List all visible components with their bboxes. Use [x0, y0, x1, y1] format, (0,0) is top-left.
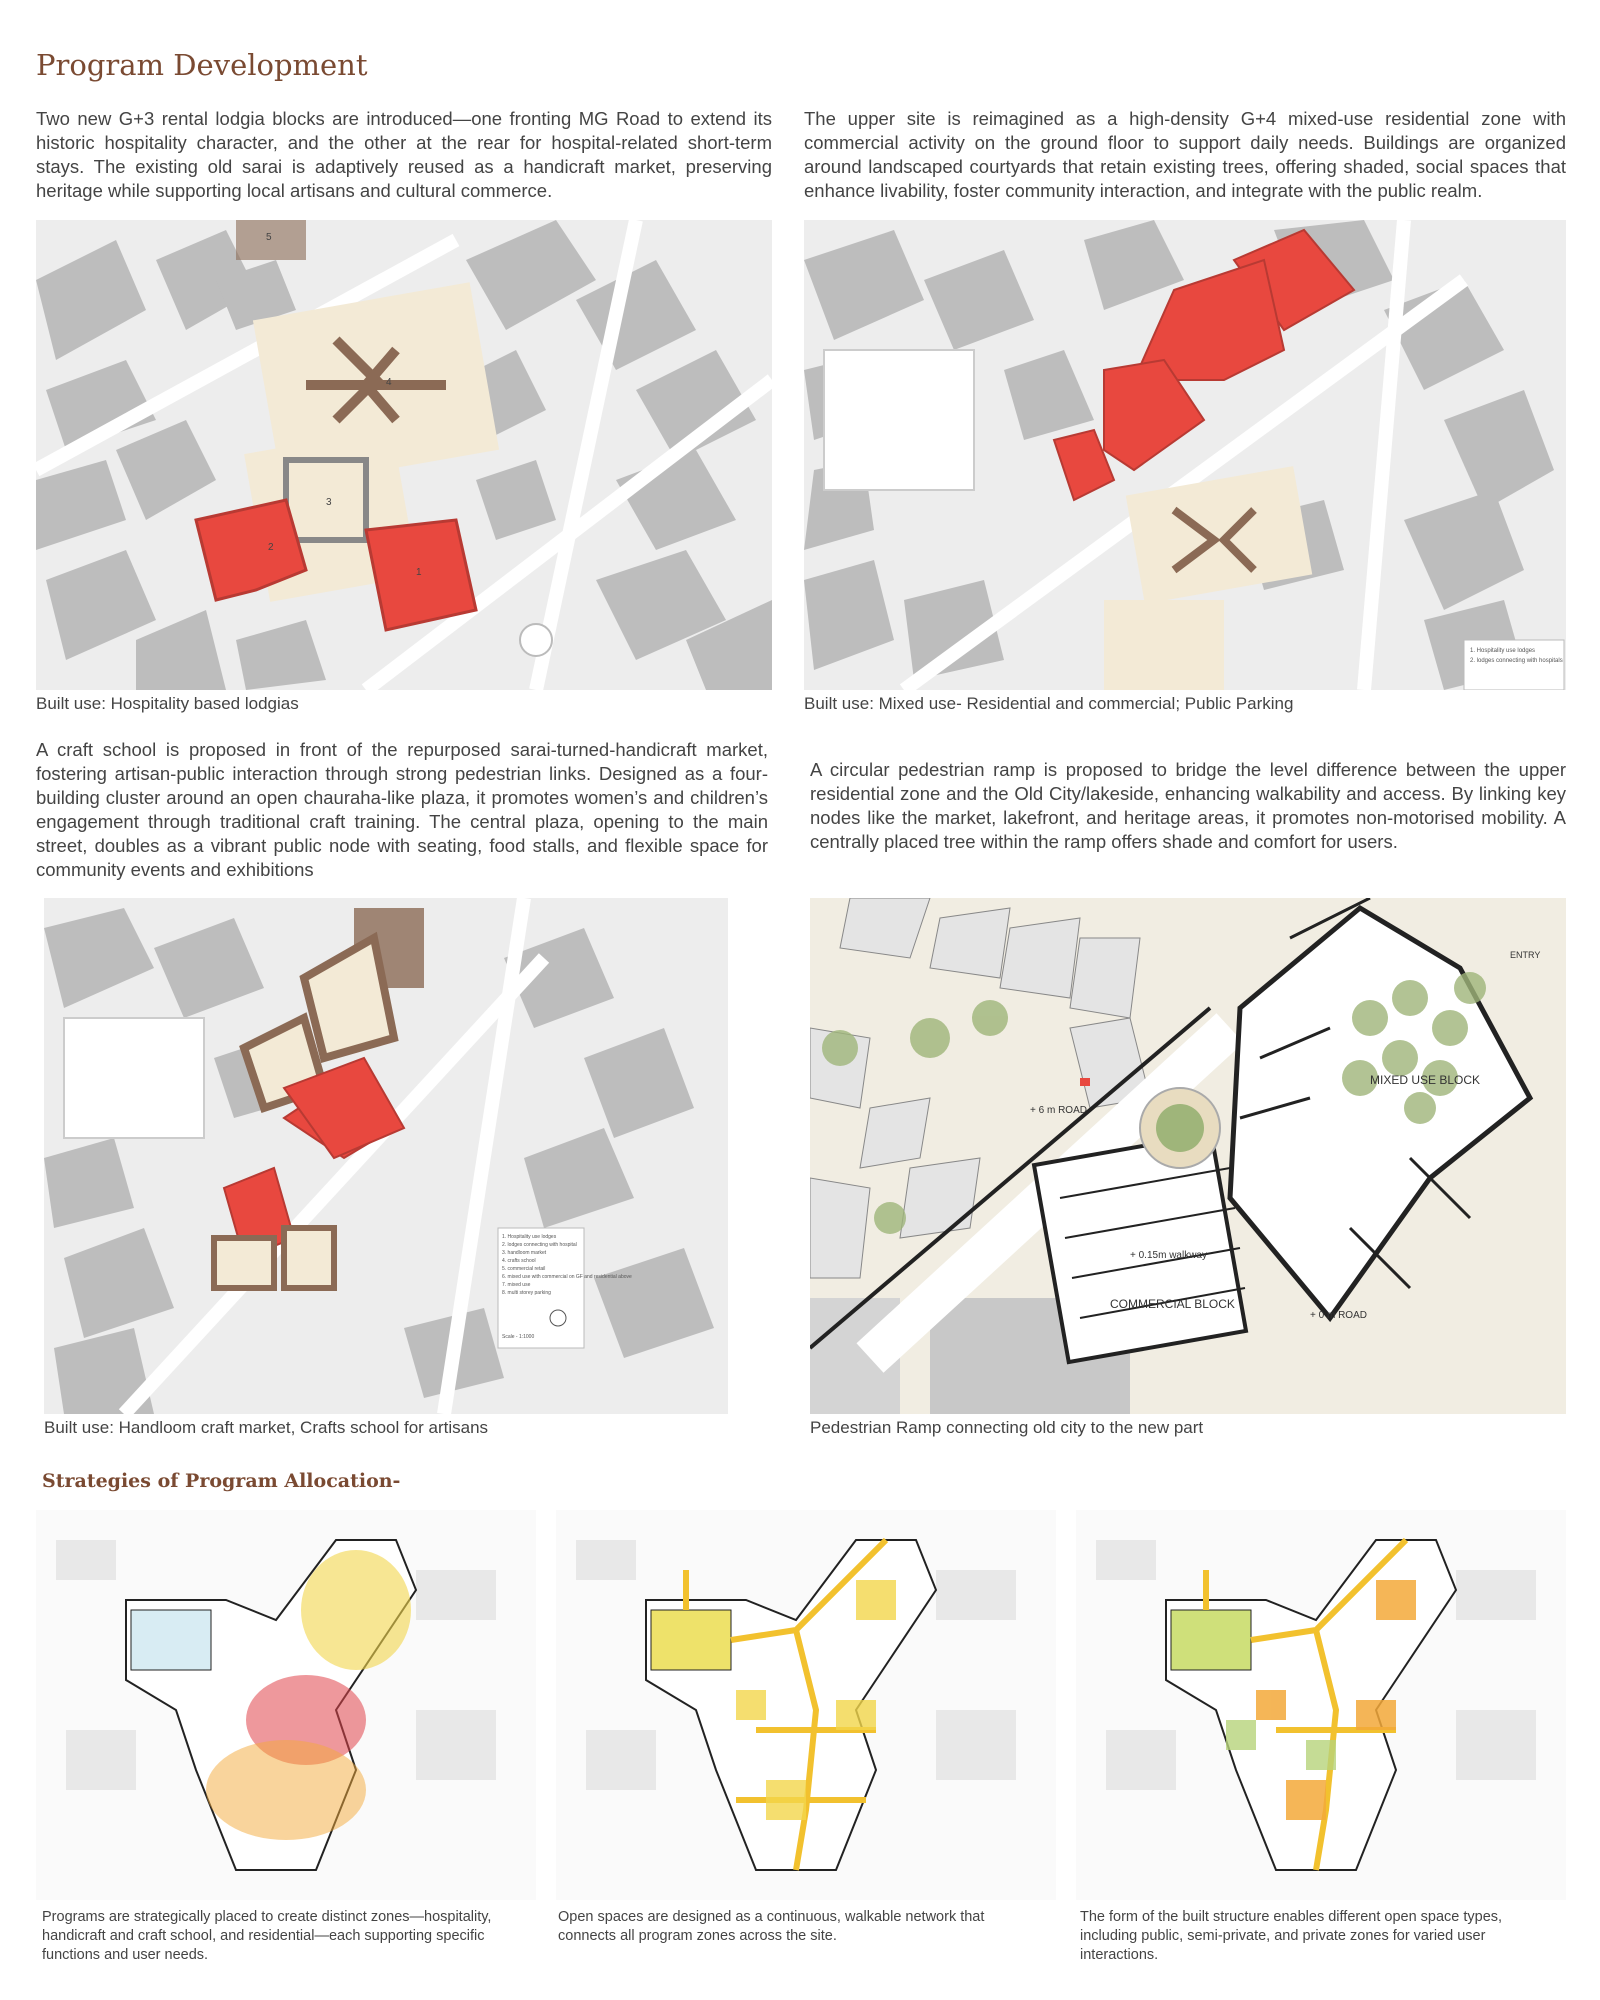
ramp-level-lower: + 0 m ROAD [1310, 1310, 1367, 1321]
ramp-mixed-use-label: MIXED USE BLOCK [1370, 1073, 1481, 1087]
strategies-title: Strategies of Program Allocation- [42, 1470, 401, 1492]
map1-number: 5 [266, 232, 272, 243]
strategy-caption-open-spaces: Open spaces are designed as a continuous, walkable network that connects all program zones across the site. [558, 1909, 985, 1944]
map1-number: 3 [326, 497, 332, 508]
strategy-caption-built-form: The form of the built structure enables different open space types, including public, semi-private, and private zones for varied user interactions. [1080, 1909, 1503, 1963]
map2-legend-item: 2. lodges connecting with hospitals [1470, 658, 1563, 664]
section-3-text: A craft school is proposed in front of the repurposed sarai-turned-handicraft market, fostering artisan-public interaction through strong pedestrian links. Designed as a four-building cluster around an open chauraha-like plaza, it promotes women’s and children’s engagement through traditional craft training. The central plaza, opening to the main street, doubles as a vibrant public node with seating, food stalls, and flexible space for community events and exhibitions [36, 739, 768, 880]
map3-scale: Scale - 1:1000 [502, 1334, 535, 1340]
page-title: Program Development [36, 48, 368, 82]
caption-mixed-use: Built use: Mixed use- Residential and commercial; Public Parking [804, 694, 1294, 713]
section-4-text: A circular pedestrian ramp is proposed to bridge the level difference between the upper residential zone and the Old City/lakeside, enhancing walkability and access. By linking key nodes like the market, lakefront, and heritage areas, it promotes non-motorised mobility. A centrally placed tree within the ramp offers shade and comfort for users. [810, 759, 1566, 852]
map-mixed-use [804, 220, 1566, 690]
map1-number: 4 [386, 377, 392, 388]
map3-legend-item: 1. Hospitality use lodges [502, 1234, 557, 1240]
map-craft-market [44, 898, 728, 1414]
ramp-level-walkway: + 0.15m walkway [1130, 1250, 1207, 1261]
caption-hospitality: Built use: Hospitality based lodgias [36, 694, 299, 713]
ramp-level-upper: + 6 m ROAD [1030, 1105, 1087, 1116]
strategy-caption-zones: Programs are strategically placed to create distinct zones—hospitality, handicraft and craft school, and residential—each supporting specific functions and user needs. [42, 1909, 492, 1963]
strategy-map-open-spaces [556, 1510, 1056, 1900]
strategy-map-built-form [1076, 1510, 1566, 1900]
ramp-entry-label: ENTRY [1510, 950, 1541, 960]
map-pedestrian-ramp [810, 898, 1566, 1414]
section-2-text: The upper site is reimagined as a high-density G+4 mixed-use residential zone with commercial activity on the ground floor to support daily needs. Buildings are organized around landscaped courtyards that retain existing trees, offering shaded, social spaces that enhance livability, foster community interaction, and integrate with the public realm. [804, 108, 1566, 201]
map3-legend-item: 2. lodges connecting with hospital [502, 1242, 577, 1248]
caption-craft-market: Built use: Handloom craft market, Crafts school for artisans [44, 1418, 489, 1437]
map1-number: 1 [416, 567, 422, 578]
strategy-map-zones [36, 1510, 536, 1900]
caption-ramp: Pedestrian Ramp connecting old city to the new part [810, 1418, 1204, 1437]
map3-legend-item: 5. commercial retail [502, 1266, 546, 1272]
map3-legend-item: 8. multi storey parking [502, 1290, 551, 1296]
map1-number: 2 [268, 542, 274, 553]
map3-legend-item: 3. handloom market [502, 1250, 547, 1256]
map3-legend-item: 6. mixed use with commercial on GF and residential above [502, 1274, 632, 1280]
ramp-commercial-label: COMMERCIAL BLOCK [1110, 1297, 1235, 1311]
section-1-text: Two new G+3 rental lodgia blocks are introduced—one fronting MG Road to extend its historic hospitality character, and the other at the rear for hospital-related short-term stays. The existing old sarai is adaptively reused as a handicraft market, preserving heritage while supporting local artisans and cultural commerce. [36, 108, 772, 201]
map3-legend-item: 4. crafts school [502, 1258, 536, 1264]
map2-legend-item: 1. Hospitality use lodges [1470, 648, 1536, 654]
map-hospitality-lodgias [36, 220, 772, 690]
map3-legend-item: 7. mixed use [502, 1282, 531, 1288]
